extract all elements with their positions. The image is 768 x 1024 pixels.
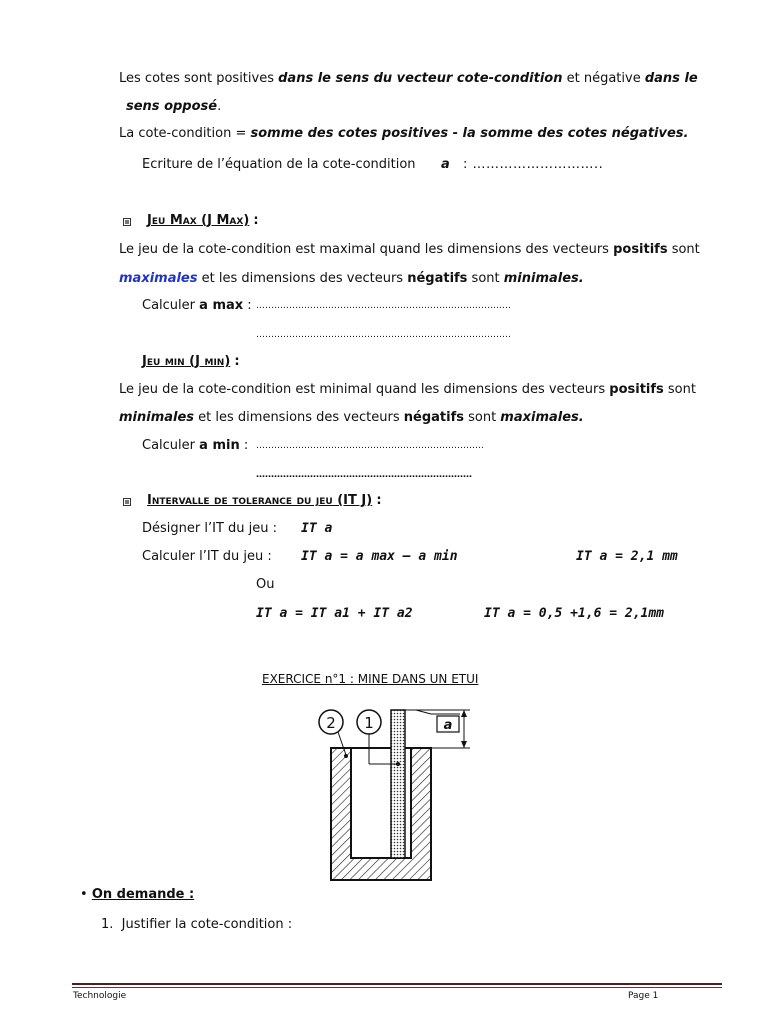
intro-emphasis: dans le [644, 71, 698, 86]
itj-heading [147, 493, 382, 509]
jeu-max-text: sont [667, 242, 700, 257]
jeu-min-minimales: minimales [119, 410, 195, 425]
calculer-result: IT a = 2,1 mm [576, 549, 678, 564]
calc-var: a max [199, 298, 244, 313]
cote-condition-definition [119, 126, 688, 142]
jeu-max-text: sont [467, 271, 504, 286]
calculer-label: Calculer l’IT du jeu : [142, 549, 272, 564]
jeu-min-text: sont [463, 410, 501, 425]
exercise-title: EXERCICE n°1 : MINE DANS UN ETUI [262, 672, 479, 686]
heading-colon: : [376, 493, 382, 508]
calc-var: a min [199, 438, 240, 453]
jeu-max-negatifs: négatifs [407, 271, 468, 286]
square-bullet-icon [123, 218, 131, 226]
jeu-min-title: Jeu min (J min) [142, 354, 231, 369]
itj-title: Intervalle de tolerance du jeu (IT J) [147, 493, 373, 508]
item-number: 1. [101, 917, 114, 932]
equation-writing-line [142, 157, 416, 173]
intro-line-2 [126, 99, 221, 115]
jeu-max-text: Le jeu de la cote-condition est maximal quand les dimensions des vecteurs [119, 242, 614, 257]
jeu-min-maximales: maximales. [500, 410, 584, 425]
jeu-max-positifs: positifs [613, 242, 668, 257]
equation-variable: a [441, 157, 450, 172]
jeu-min-heading [142, 354, 240, 370]
heading-colon: : [234, 354, 240, 369]
jeu-max-minimales: minimales. [503, 271, 584, 286]
jeu-min-line-2 [119, 410, 584, 426]
definition-formula: somme des cotes positives - la somme des cotes négatives. [250, 126, 689, 141]
intro-line-1 [119, 71, 698, 87]
jeu-min-text: Le jeu de la cote-condition est minimal quand les dimensions des vecteurs [119, 382, 610, 397]
footer-rule [72, 983, 722, 985]
demande-title: On demande : [91, 887, 195, 902]
item-text: Justifier la cote-condition : [121, 917, 293, 932]
jeu-min-text: et les dimensions des vecteurs [194, 410, 404, 425]
mine-lead [391, 710, 405, 858]
footer-rule [72, 987, 722, 988]
intro-text: . [217, 99, 222, 114]
answer-dots: ……………………………………………………………… [256, 470, 472, 480]
jeu-min-positifs: positifs [609, 382, 664, 397]
calc-label: Calculer [142, 438, 200, 453]
jeu-min-line-1 [119, 382, 696, 398]
answer-dots: …………………………………………………………………………. [256, 330, 511, 340]
etui-body [331, 748, 431, 880]
jeu-min-text: sont [663, 382, 696, 397]
square-bullet-icon [123, 498, 131, 506]
calc-a-max [142, 298, 252, 314]
heading-colon: : [253, 213, 259, 228]
answer-dots: …………………………………………………………………. [256, 441, 484, 451]
balloon-1-label: 1 [364, 714, 374, 732]
balloon-2-label: 2 [326, 714, 336, 732]
ou-label: Ou [256, 577, 275, 592]
jeu-max-line-2 [119, 271, 584, 287]
calc-a-min [142, 438, 248, 454]
calc-colon: : [243, 298, 252, 313]
jeu-max-title: Jeu Max (J Max) [147, 213, 250, 228]
demande-item-1 [101, 917, 292, 933]
definition-label: La cote-condition = [119, 126, 251, 141]
designer-value: IT a [301, 521, 333, 536]
equation-blank: : ……………………….. [463, 157, 604, 172]
calc-label: Calculer [142, 298, 200, 313]
intro-text: et négative [562, 71, 645, 86]
answer-dots: …………………………………………………………………………. [256, 301, 511, 311]
calculer-formula: IT a = a max – a min [301, 549, 458, 564]
mine-etui-drawing [300, 700, 500, 885]
alt-formula: IT a = IT a1 + IT a2 [256, 606, 413, 621]
footer-left: Technologie [73, 991, 127, 1001]
equation-label: Ecriture de l’équation de la cote-condition [142, 157, 416, 172]
footer-page-number: Page 1 [628, 991, 659, 1001]
jeu-max-text: et les dimensions des vecteurs [197, 271, 408, 286]
intro-emphasis: sens opposé [126, 99, 218, 114]
calc-colon: : [239, 438, 249, 453]
label-a: a [443, 718, 453, 733]
jeu-max-heading [147, 213, 259, 229]
demande-title-line [80, 887, 194, 903]
bullet-dot-icon: • [80, 887, 92, 902]
jeu-max-line-1 [119, 242, 700, 258]
jeu-max-maximales: maximales [119, 271, 198, 286]
designer-label: Désigner l’IT du jeu : [142, 521, 277, 536]
alt-result: IT a = 0,5 +1,6 = 2,1mm [484, 606, 665, 621]
intro-emphasis: dans le sens du vecteur cote-condition [278, 71, 563, 86]
intro-text: Les cotes sont positives [119, 71, 279, 86]
jeu-min-negatifs: négatifs [403, 410, 464, 425]
